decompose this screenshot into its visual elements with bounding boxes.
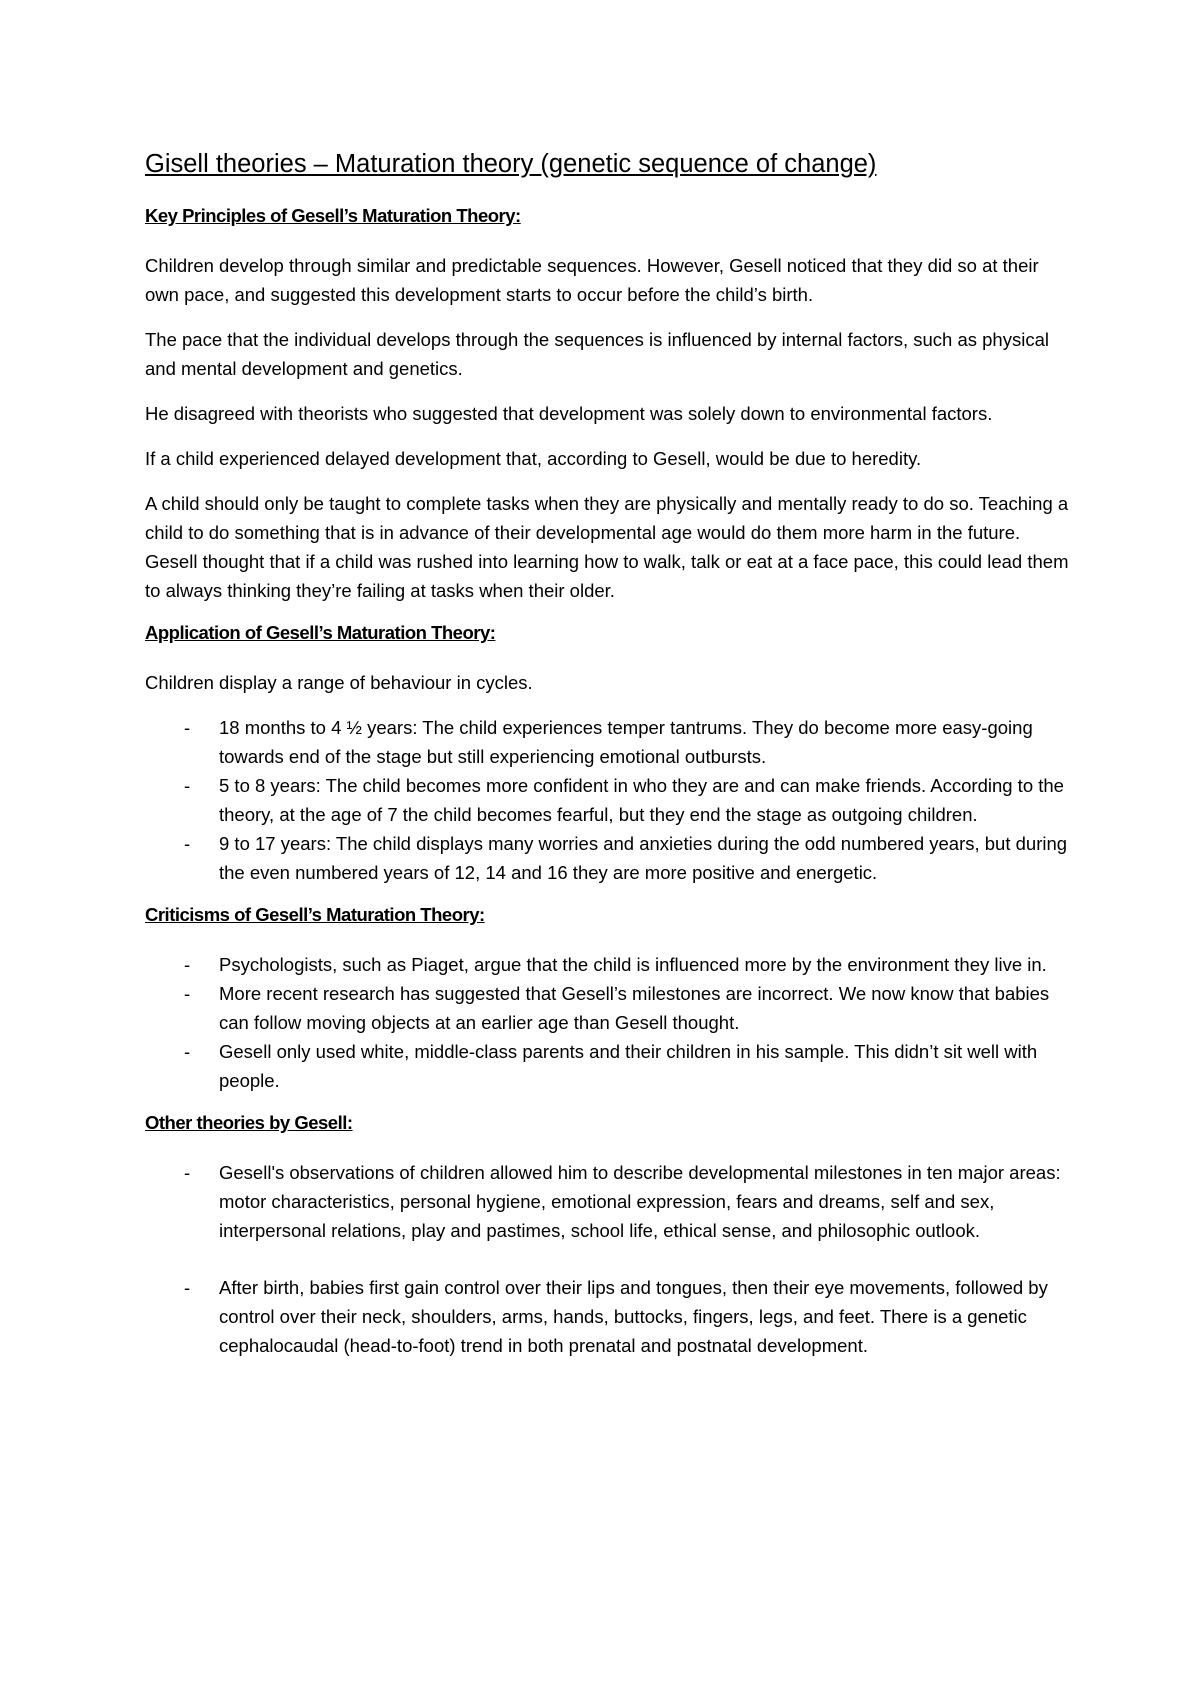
dash-bullet: - <box>184 954 191 975</box>
criticisms-list <box>145 950 1075 1095</box>
other-theories-list <box>145 1158 1075 1360</box>
key-principles-paragraph: A child should only be taught to complete tasks when they are physically and mentally ready to do so. Teaching a child to do something that is in advance of their developmental age would do them more harm in the future. Gesell thought that if a child was rushed into learning how to walk, talk or eat at a face pace, this could lead them to always thinking they’re failing at tasks when their older. <box>145 493 1069 601</box>
list-item-text: After birth, babies first gain control over their lips and tongues, then their eye movements, followed by control over their neck, shoulders, arms, hands, buttocks, fingers, legs, and feet. There is a genetic cephalocaudal (head-to-foot) trend in both prenatal and postnatal development. <box>219 1277 1048 1356</box>
dash-bullet: - <box>184 1162 191 1183</box>
list-item-text: Gesell's observations of children allowed him to describe developmental milestones in ten major areas: motor characteristics, personal hygiene, emotional expression, fears and dreams, self and sex, interpersonal relations, play and pastimes, school life, ethical sense, and philosophic outlook. <box>219 1162 1061 1241</box>
document-title: Gisell theories – Maturation theory (genetic sequence of change) <box>145 150 877 178</box>
list-item-text: 9 to 17 years: The child displays many worries and anxieties during the odd numbered years, but during the even numbered years of 12, 14 and 16 they are more positive and energetic. <box>219 833 1068 883</box>
dash-bullet: - <box>184 1041 191 1062</box>
list-item-text: More recent research has suggested that Gesell’s milestones are incorrect. We now know that babies can follow moving objects at an earlier age than Gesell thought. <box>219 983 1050 1033</box>
application-intro: Children display a range of behaviour in cycles. <box>145 672 533 693</box>
list-item <box>145 1158 1075 1245</box>
key-principles-paragraph: If a child experienced delayed development that, according to Gesell, would be due to heredity. <box>145 448 922 469</box>
key-principles-paragraph: The pace that the individual develops through the sequences is influenced by internal factors, such as physical and mental development and genetics. <box>145 329 1049 379</box>
application-heading: Application of Gesell’s Maturation Theory: <box>145 622 496 643</box>
list-item <box>145 1273 1075 1360</box>
criticisms-heading: Criticisms of Gesell’s Maturation Theory: <box>145 904 485 925</box>
key-principles-heading: Key Principles of Gesell’s Maturation Theory: <box>145 205 521 226</box>
dash-bullet: - <box>184 775 191 796</box>
list-item-text: 18 months to 4 ½ years: The child experiences temper tantrums. They do become more easy-going towards end of the stage but still experiencing emotional outbursts. <box>219 717 1033 767</box>
list-item <box>145 713 1075 771</box>
application-list <box>145 713 1075 887</box>
list-item <box>145 829 1075 887</box>
key-principles-paragraph: He disagreed with theorists who suggested that development was solely down to environmental factors. <box>145 403 993 424</box>
list-item-text: Gesell only used white, middle-class parents and their children in his sample. This didn’t sit well with people. <box>219 1041 1038 1091</box>
dash-bullet: - <box>184 833 191 854</box>
dash-bullet: - <box>184 983 191 1004</box>
document-page <box>145 148 1075 1376</box>
dash-bullet: - <box>184 1277 191 1298</box>
dash-bullet: - <box>184 717 191 738</box>
list-item <box>145 950 1075 979</box>
list-item <box>145 979 1075 1037</box>
list-item <box>145 1037 1075 1095</box>
list-item-text: 5 to 8 years: The child becomes more confident in who they are and can make friends. According to the theory, at the age of 7 the child becomes fearful, but they end the stage as outgoing children. <box>219 775 1064 825</box>
list-item-text: Psychologists, such as Piaget, argue that the child is influenced more by the environment they live in. <box>219 954 1047 975</box>
key-principles-paragraph: Children develop through similar and predictable sequences. However, Gesell noticed that they did so at their own pace, and suggested this development starts to occur before the child’s birth. <box>145 255 1039 305</box>
other-theories-heading: Other theories by Gesell: <box>145 1112 353 1133</box>
list-item <box>145 771 1075 829</box>
